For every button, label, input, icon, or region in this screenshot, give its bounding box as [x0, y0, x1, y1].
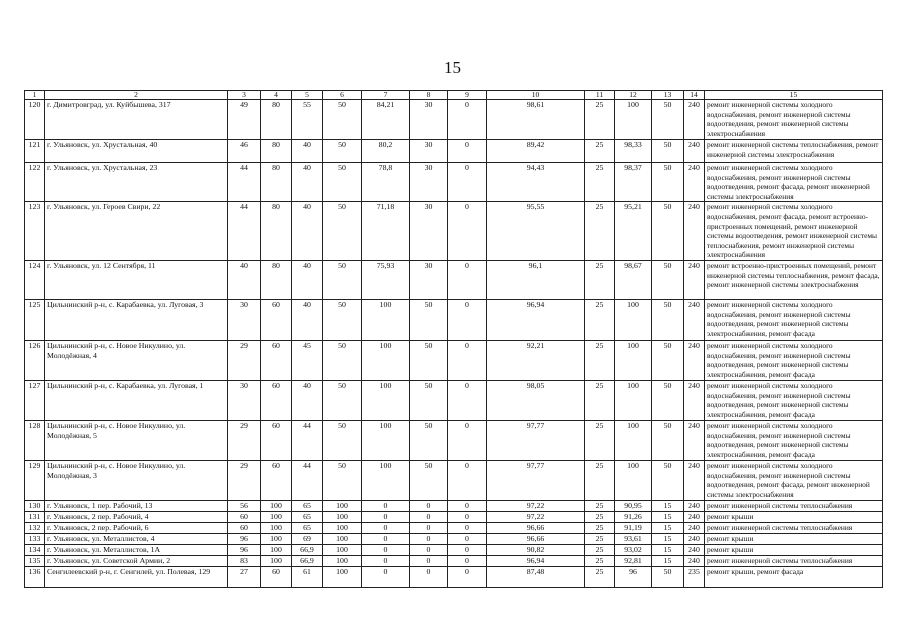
column-header: 15 — [705, 91, 883, 100]
value-cell: 50 — [410, 420, 448, 460]
value-cell: 100 — [261, 544, 292, 555]
value-cell: 100 — [323, 566, 362, 587]
address-cell: Цильнинский р-н, с. Карабаевка, ул. Луговая, 1 — [45, 380, 228, 420]
header-row — [25, 91, 883, 100]
value-cell: 96,94 — [487, 299, 585, 340]
value-cell: 0 — [448, 533, 487, 544]
row-number-cell: 134 — [25, 544, 45, 555]
value-cell: 0 — [448, 544, 487, 555]
row-number-cell: 136 — [25, 566, 45, 587]
column-header: 7 — [362, 91, 410, 100]
value-cell: 98,61 — [487, 100, 585, 140]
value-cell: 235 — [684, 566, 705, 587]
value-cell: 25 — [585, 202, 615, 261]
value-cell: 25 — [585, 140, 615, 163]
value-cell: 80 — [261, 202, 292, 261]
value-cell: 240 — [684, 420, 705, 460]
value-cell: 240 — [684, 460, 705, 500]
value-cell: 100 — [615, 420, 652, 460]
value-cell: 60 — [228, 522, 261, 533]
address-cell: г. Ульяновск, 2 пер. Рабочий, 4 — [45, 511, 228, 522]
value-cell: 100 — [615, 380, 652, 420]
works-cell: ремонт инженерной системы холодного водоснабжения, ремонт инженерной системы водоотведения, ремонт инженерной системы электроснабжения — [705, 100, 883, 140]
value-cell: 0 — [448, 163, 487, 202]
value-cell: 83 — [228, 555, 261, 566]
value-cell: 0 — [410, 533, 448, 544]
works-cell: ремонт крыши — [705, 544, 883, 555]
page-number: 15 — [444, 58, 461, 77]
row-number-cell: 131 — [25, 511, 45, 522]
value-cell: 100 — [362, 420, 410, 460]
works-cell: ремонт инженерной системы теплоснабжения — [705, 522, 883, 533]
value-cell: 240 — [684, 260, 705, 299]
value-cell: 240 — [684, 533, 705, 544]
value-cell: 100 — [261, 533, 292, 544]
value-cell: 25 — [585, 420, 615, 460]
value-cell: 50 — [410, 340, 448, 380]
value-cell: 240 — [684, 299, 705, 340]
value-cell: 50 — [323, 100, 362, 140]
value-cell: 93,02 — [615, 544, 652, 555]
value-cell: 96 — [228, 544, 261, 555]
value-cell: 55 — [292, 100, 323, 140]
value-cell: 0 — [448, 202, 487, 261]
column-header: 6 — [323, 91, 362, 100]
value-cell: 50 — [652, 140, 684, 163]
value-cell: 60 — [261, 460, 292, 500]
value-cell: 30 — [228, 299, 261, 340]
column-header: 8 — [410, 91, 448, 100]
value-cell: 75,93 — [362, 260, 410, 299]
value-cell: 50 — [323, 420, 362, 460]
row-number-cell: 126 — [25, 340, 45, 380]
value-cell: 60 — [261, 380, 292, 420]
value-cell: 240 — [684, 544, 705, 555]
column-header: 5 — [292, 91, 323, 100]
value-cell: 93,61 — [615, 533, 652, 544]
table-row — [25, 566, 883, 587]
table-row — [25, 340, 883, 380]
value-cell: 100 — [261, 555, 292, 566]
value-cell: 80 — [261, 140, 292, 163]
value-cell: 0 — [410, 555, 448, 566]
value-cell: 80 — [261, 100, 292, 140]
value-cell: 100 — [615, 299, 652, 340]
value-cell: 25 — [585, 163, 615, 202]
table-row — [25, 460, 883, 500]
column-header: 10 — [487, 91, 585, 100]
works-cell: ремонт инженерной системы холодного водоснабжения, ремонт инженерной системы водоотведения, ремонт инженерной системы электроснабжения, ремонт фасада — [705, 380, 883, 420]
value-cell: 50 — [410, 380, 448, 420]
column-header: 13 — [652, 91, 684, 100]
table-row — [25, 522, 883, 533]
value-cell: 66,9 — [292, 555, 323, 566]
value-cell: 240 — [684, 380, 705, 420]
value-cell: 40 — [292, 163, 323, 202]
value-cell: 240 — [684, 511, 705, 522]
value-cell: 0 — [448, 420, 487, 460]
value-cell: 90,95 — [615, 500, 652, 511]
column-header: 3 — [228, 91, 261, 100]
value-cell: 49 — [228, 100, 261, 140]
value-cell: 25 — [585, 380, 615, 420]
value-cell: 100 — [362, 380, 410, 420]
value-cell: 96,94 — [487, 555, 585, 566]
value-cell: 50 — [323, 202, 362, 261]
value-cell: 96,66 — [487, 522, 585, 533]
value-cell: 0 — [362, 544, 410, 555]
value-cell: 100 — [323, 511, 362, 522]
address-cell: Сенгилеевский р-н, г. Сенгилей, ул. Полевая, 129 — [45, 566, 228, 587]
address-cell: г. Ульяновск, ул. Металлистов, 4 — [45, 533, 228, 544]
column-header: 2 — [45, 91, 228, 100]
value-cell: 100 — [323, 555, 362, 566]
value-cell: 25 — [585, 260, 615, 299]
value-cell: 100 — [261, 522, 292, 533]
row-number-cell: 124 — [25, 260, 45, 299]
row-number-cell: 122 — [25, 163, 45, 202]
value-cell: 44 — [292, 460, 323, 500]
value-cell: 50 — [652, 340, 684, 380]
table-row — [25, 202, 883, 261]
value-cell: 0 — [448, 555, 487, 566]
value-cell: 50 — [323, 460, 362, 500]
value-cell: 50 — [652, 420, 684, 460]
value-cell: 40 — [228, 260, 261, 299]
value-cell: 240 — [684, 163, 705, 202]
value-cell: 30 — [228, 380, 261, 420]
address-cell: Цильнинский р-н, с. Новое Никулино, ул. Молодёжная, 5 — [45, 420, 228, 460]
value-cell: 56 — [228, 500, 261, 511]
value-cell: 0 — [410, 511, 448, 522]
value-cell: 240 — [684, 555, 705, 566]
address-cell: г. Ульяновск, ул. Металлистов, 1А — [45, 544, 228, 555]
table-row — [25, 260, 883, 299]
value-cell: 46 — [228, 140, 261, 163]
table-row — [25, 533, 883, 544]
table-row — [25, 511, 883, 522]
value-cell: 40 — [292, 380, 323, 420]
value-cell: 240 — [684, 140, 705, 163]
value-cell: 0 — [362, 522, 410, 533]
value-cell: 98,05 — [487, 380, 585, 420]
value-cell: 60 — [261, 420, 292, 460]
value-cell: 44 — [228, 163, 261, 202]
table-row — [25, 140, 883, 163]
value-cell: 80 — [261, 163, 292, 202]
address-cell: г. Ульяновск, 1 пер. Рабочий, 13 — [45, 500, 228, 511]
value-cell: 15 — [652, 533, 684, 544]
value-cell: 25 — [585, 460, 615, 500]
value-cell: 40 — [292, 299, 323, 340]
value-cell: 27 — [228, 566, 261, 587]
row-number-cell: 135 — [25, 555, 45, 566]
value-cell: 60 — [228, 511, 261, 522]
value-cell: 96 — [615, 566, 652, 587]
value-cell: 97,77 — [487, 460, 585, 500]
value-cell: 0 — [410, 500, 448, 511]
value-cell: 100 — [323, 522, 362, 533]
value-cell: 0 — [362, 511, 410, 522]
value-cell: 100 — [323, 500, 362, 511]
value-cell: 50 — [323, 380, 362, 420]
address-cell: г. Ульяновск, ул. 12 Сентября, 11 — [45, 260, 228, 299]
value-cell: 50 — [652, 566, 684, 587]
value-cell: 65 — [292, 511, 323, 522]
value-cell: 15 — [652, 500, 684, 511]
value-cell: 50 — [410, 460, 448, 500]
works-cell: ремонт крыши — [705, 533, 883, 544]
value-cell: 50 — [652, 380, 684, 420]
value-cell: 65 — [292, 500, 323, 511]
table-body — [25, 100, 883, 588]
value-cell: 25 — [585, 299, 615, 340]
row-number-cell: 128 — [25, 420, 45, 460]
value-cell: 40 — [292, 260, 323, 299]
value-cell: 0 — [448, 100, 487, 140]
value-cell: 92,21 — [487, 340, 585, 380]
value-cell: 66,9 — [292, 544, 323, 555]
value-cell: 100 — [362, 340, 410, 380]
value-cell: 50 — [652, 299, 684, 340]
value-cell: 98,33 — [615, 140, 652, 163]
row-number-cell: 120 — [25, 100, 45, 140]
value-cell: 100 — [615, 100, 652, 140]
value-cell: 97,22 — [487, 500, 585, 511]
value-cell: 100 — [261, 511, 292, 522]
value-cell: 100 — [615, 340, 652, 380]
value-cell: 40 — [292, 202, 323, 261]
value-cell: 50 — [323, 140, 362, 163]
value-cell: 96 — [228, 533, 261, 544]
column-header: 14 — [684, 91, 705, 100]
value-cell: 0 — [448, 566, 487, 587]
column-header: 1 — [25, 91, 45, 100]
value-cell: 61 — [292, 566, 323, 587]
value-cell: 30 — [410, 163, 448, 202]
value-cell: 30 — [410, 202, 448, 261]
value-cell: 71,18 — [362, 202, 410, 261]
row-number-cell: 133 — [25, 533, 45, 544]
works-cell: ремонт крыши, ремонт фасада — [705, 566, 883, 587]
row-number-cell: 125 — [25, 299, 45, 340]
value-cell: 0 — [448, 299, 487, 340]
value-cell: 97,22 — [487, 511, 585, 522]
value-cell: 0 — [448, 380, 487, 420]
value-cell: 50 — [652, 100, 684, 140]
value-cell: 29 — [228, 420, 261, 460]
works-cell: ремонт инженерной системы теплоснабжения — [705, 555, 883, 566]
table-row — [25, 420, 883, 460]
value-cell: 25 — [585, 566, 615, 587]
value-cell: 0 — [410, 566, 448, 587]
table-row — [25, 555, 883, 566]
value-cell: 0 — [362, 500, 410, 511]
value-cell: 0 — [448, 522, 487, 533]
value-cell: 91,26 — [615, 511, 652, 522]
value-cell: 94,43 — [487, 163, 585, 202]
table-row — [25, 299, 883, 340]
address-cell: Цильнинский р-н, с. Новое Никулино, ул. Молодёжная, 3 — [45, 460, 228, 500]
value-cell: 96,66 — [487, 533, 585, 544]
value-cell: 100 — [615, 460, 652, 500]
value-cell: 80 — [261, 260, 292, 299]
value-cell: 0 — [448, 140, 487, 163]
value-cell: 25 — [585, 340, 615, 380]
register-table — [24, 90, 883, 588]
value-cell: 100 — [323, 544, 362, 555]
value-cell: 15 — [652, 555, 684, 566]
value-cell: 100 — [261, 500, 292, 511]
value-cell: 0 — [362, 533, 410, 544]
value-cell: 91,19 — [615, 522, 652, 533]
value-cell: 30 — [410, 140, 448, 163]
value-cell: 25 — [585, 522, 615, 533]
value-cell: 25 — [585, 511, 615, 522]
value-cell: 25 — [585, 533, 615, 544]
value-cell: 60 — [261, 340, 292, 380]
value-cell: 87,48 — [487, 566, 585, 587]
works-cell: ремонт инженерной системы теплоснабжения, ремонт инженерной системы электроснабжения — [705, 140, 883, 163]
value-cell: 30 — [410, 260, 448, 299]
value-cell: 65 — [292, 522, 323, 533]
value-cell: 30 — [410, 100, 448, 140]
value-cell: 84,21 — [362, 100, 410, 140]
works-cell: ремонт инженерной системы холодного водоснабжения, ремонт инженерной системы водоотведения, ремонт инженерной системы электроснабжения, ремонт фасада — [705, 299, 883, 340]
works-cell: ремонт инженерной системы холодного водоснабжения, ремонт инженерной системы водоотведения, ремонт фасада, ремонт инженерной системы электроснабжения — [705, 163, 883, 202]
address-cell: г. Ульяновск, ул. Хрустальная, 40 — [45, 140, 228, 163]
row-number-cell: 130 — [25, 500, 45, 511]
value-cell: 97,77 — [487, 420, 585, 460]
column-header: 11 — [585, 91, 615, 100]
value-cell: 44 — [228, 202, 261, 261]
value-cell: 92,81 — [615, 555, 652, 566]
value-cell: 78,8 — [362, 163, 410, 202]
value-cell: 240 — [684, 500, 705, 511]
address-cell: Цильнинский р-н, с. Новое Никулино, ул. Молодёжная, 4 — [45, 340, 228, 380]
column-header: 9 — [448, 91, 487, 100]
value-cell: 44 — [292, 420, 323, 460]
value-cell: 69 — [292, 533, 323, 544]
value-cell: 25 — [585, 100, 615, 140]
value-cell: 0 — [448, 500, 487, 511]
row-number-cell: 121 — [25, 140, 45, 163]
value-cell: 240 — [684, 202, 705, 261]
value-cell: 0 — [448, 260, 487, 299]
works-cell: ремонт встроенно-пристроенных помещений, ремонт инженерной системы теплоснабжения, ремонт фасада, ремонт инженерной системы электроснабжения — [705, 260, 883, 299]
value-cell: 100 — [323, 533, 362, 544]
address-cell: г. Ульяновск, ул. Хрустальная, 23 — [45, 163, 228, 202]
works-cell: ремонт инженерной системы холодного водоснабжения, ремонт фасада, ремонт встроенно-пристроенных помещений, ремонт инженерной системы водоотведения, ремонт инженерной системы теплоснабжения, ремонт инженерной системы электроснабжения — [705, 202, 883, 261]
table-row — [25, 500, 883, 511]
address-cell: г. Ульяновск, ул. Советской Армии, 2 — [45, 555, 228, 566]
value-cell: 25 — [585, 500, 615, 511]
works-cell: ремонт инженерной системы холодного водоснабжения, ремонт инженерной системы водоотведения, ремонт инженерной системы электроснабжения, ремонт фасада — [705, 340, 883, 380]
address-cell: г. Димитровград, ул. Куйбышева, 317 — [45, 100, 228, 140]
value-cell: 15 — [652, 522, 684, 533]
works-cell: ремонт инженерной системы холодного водоснабжения, ремонт инженерной системы водоотведения, ремонт инженерной системы электроснабжения, ремонт фасада — [705, 420, 883, 460]
value-cell: 240 — [684, 100, 705, 140]
value-cell: 40 — [292, 140, 323, 163]
value-cell: 90,82 — [487, 544, 585, 555]
value-cell: 50 — [323, 299, 362, 340]
value-cell: 15 — [652, 511, 684, 522]
value-cell: 50 — [652, 202, 684, 261]
value-cell: 50 — [323, 260, 362, 299]
value-cell: 0 — [448, 340, 487, 380]
table-row — [25, 163, 883, 202]
value-cell: 60 — [261, 299, 292, 340]
value-cell: 98,67 — [615, 260, 652, 299]
value-cell: 0 — [448, 511, 487, 522]
value-cell: 89,42 — [487, 140, 585, 163]
value-cell: 98,37 — [615, 163, 652, 202]
value-cell: 96,1 — [487, 260, 585, 299]
value-cell: 50 — [652, 260, 684, 299]
value-cell: 29 — [228, 340, 261, 380]
value-cell: 95,55 — [487, 202, 585, 261]
value-cell: 0 — [410, 522, 448, 533]
works-cell: ремонт инженерной системы холодного водоснабжения, ремонт инженерной системы водоотведения, ремонт фасада, ремонт инженерной системы электроснабжения — [705, 460, 883, 500]
works-cell: ремонт крыши — [705, 511, 883, 522]
value-cell: 100 — [362, 460, 410, 500]
value-cell: 50 — [323, 163, 362, 202]
value-cell: 60 — [261, 566, 292, 587]
address-cell: г. Ульяновск, ул. Героев Свири, 22 — [45, 202, 228, 261]
value-cell: 25 — [585, 555, 615, 566]
value-cell: 45 — [292, 340, 323, 380]
value-cell: 50 — [652, 460, 684, 500]
value-cell: 240 — [684, 340, 705, 380]
row-number-cell: 132 — [25, 522, 45, 533]
works-cell: ремонт инженерной системы теплоснабжения — [705, 500, 883, 511]
column-header: 12 — [615, 91, 652, 100]
value-cell: 15 — [652, 544, 684, 555]
value-cell: 25 — [585, 544, 615, 555]
value-cell: 0 — [448, 460, 487, 500]
value-cell: 95,21 — [615, 202, 652, 261]
value-cell: 0 — [410, 544, 448, 555]
value-cell: 0 — [362, 555, 410, 566]
value-cell: 100 — [362, 299, 410, 340]
value-cell: 50 — [323, 340, 362, 380]
value-cell: 80,2 — [362, 140, 410, 163]
row-number-cell: 127 — [25, 380, 45, 420]
value-cell: 240 — [684, 522, 705, 533]
table-row — [25, 380, 883, 420]
column-header: 4 — [261, 91, 292, 100]
value-cell: 50 — [410, 299, 448, 340]
value-cell: 50 — [652, 163, 684, 202]
table-row — [25, 100, 883, 140]
value-cell: 29 — [228, 460, 261, 500]
table-row — [25, 544, 883, 555]
row-number-cell: 129 — [25, 460, 45, 500]
address-cell: Цильнинский р-н, с. Карабаевка, ул. Луговая, 3 — [45, 299, 228, 340]
value-cell: 0 — [362, 566, 410, 587]
address-cell: г. Ульяновск, 2 пер. Рабочий, 6 — [45, 522, 228, 533]
row-number-cell: 123 — [25, 202, 45, 261]
